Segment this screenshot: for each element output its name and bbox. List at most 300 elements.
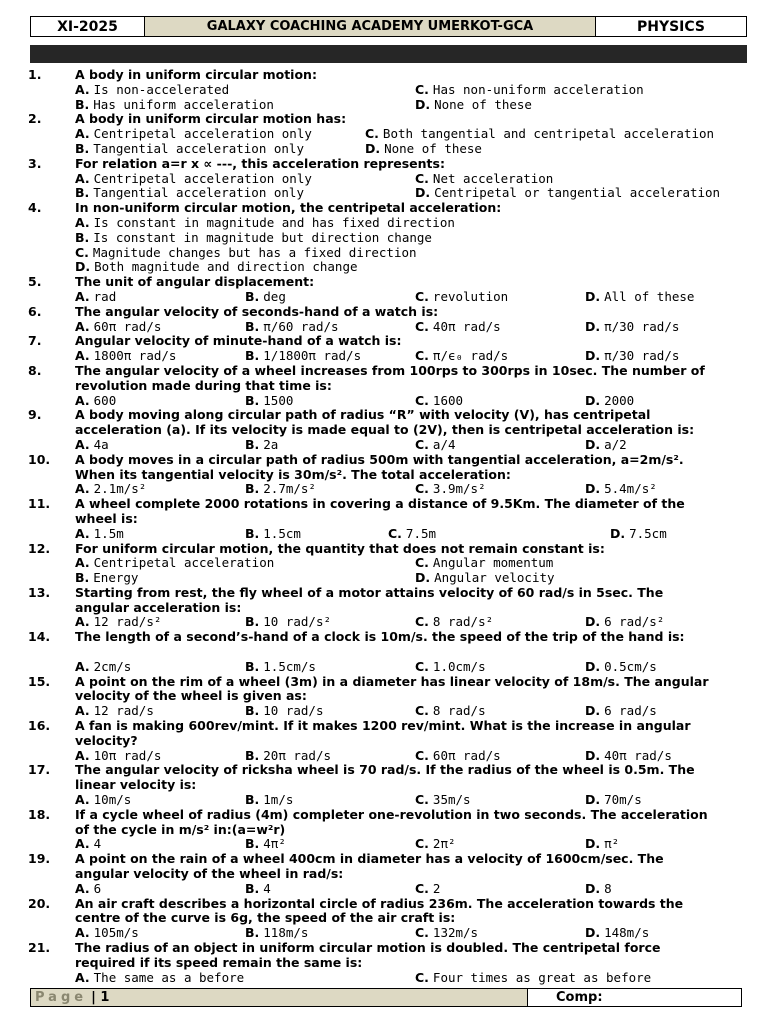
- question-text: When its tangential velocity is 30m/s². The total acceleration:: [75, 466, 511, 482]
- answer-option: [245, 793, 293, 808]
- answer-option: [585, 615, 664, 630]
- question-item: [28, 201, 743, 275]
- question-number: 20.: [28, 895, 51, 911]
- option-text: Energy: [93, 570, 139, 586]
- options-row: [75, 246, 743, 261]
- option-letter: D.: [585, 436, 601, 452]
- option-text: 10π rad/s: [93, 747, 162, 763]
- option-letter: B.: [245, 392, 260, 408]
- options-row: [75, 882, 743, 897]
- option-text: 4a: [93, 436, 109, 452]
- option-letter: C.: [415, 925, 429, 941]
- answer-option: [75, 186, 304, 201]
- question-item: [28, 334, 743, 364]
- answer-option: [245, 926, 308, 941]
- option-text: 132m/s: [432, 925, 479, 941]
- option-letter: A.: [75, 969, 90, 985]
- answer-option: [415, 793, 471, 808]
- option-letter: C.: [415, 481, 429, 497]
- option-letter: C.: [415, 170, 429, 186]
- question-text: A body moving along circular path of radius “R” with velocity (V), has centripetal: [75, 407, 651, 423]
- option-text: 10 rad/s: [263, 703, 324, 719]
- options-row: [75, 290, 743, 305]
- option-text: 2a: [263, 436, 279, 452]
- option-letter: D.: [415, 185, 431, 201]
- question-text: Starting from rest, the fly wheel of a motor attains velocity of 60 rad/s in 5sec. The: [75, 584, 664, 600]
- option-text: Net acceleration: [432, 170, 554, 186]
- options-row: [75, 527, 743, 542]
- option-letter: C.: [415, 880, 429, 896]
- answer-option: [365, 127, 714, 142]
- options-row: [75, 260, 743, 275]
- answer-option: [415, 83, 644, 98]
- option-letter: A.: [75, 703, 90, 719]
- question-item: [28, 852, 743, 896]
- answer-option: [245, 438, 278, 453]
- option-letter: C.: [415, 614, 429, 630]
- question-item: [28, 542, 743, 586]
- option-letter: D.: [585, 392, 601, 408]
- option-letter: A.: [75, 288, 90, 304]
- option-text: 7.5m: [405, 525, 437, 541]
- question-text: The radius of an object in uniform circular motion is doubled. The centripetal force: [75, 940, 661, 956]
- option-letter: B.: [245, 436, 260, 452]
- question-text: angular velocity of the wheel in rad/s:: [75, 866, 344, 882]
- option-text: The same as a before: [93, 969, 245, 985]
- option-letter: A.: [75, 658, 90, 674]
- question-text: A point on the rim of a wheel (3m) in a diameter has linear velocity of 18m/s. The angular: [75, 673, 709, 689]
- option-letter: C.: [415, 792, 429, 808]
- option-letter: D.: [585, 925, 601, 941]
- answer-option: [75, 290, 116, 305]
- option-text: Centripetal or tangential acceleration: [434, 185, 721, 201]
- option-letter: D.: [585, 658, 601, 674]
- option-text: 2.7m/s²: [263, 481, 316, 497]
- answer-option: [415, 482, 486, 497]
- answer-option: [245, 527, 301, 542]
- question-text: For relation a=r x ∝ ---, this acceleration represents:: [75, 155, 445, 171]
- option-text: 4: [263, 880, 271, 896]
- answer-option: [415, 394, 463, 409]
- option-text: Has non-uniform acceleration: [432, 81, 644, 97]
- answer-option: [75, 971, 244, 986]
- answer-option: [75, 142, 304, 157]
- option-text: 12 rad/s: [93, 703, 154, 719]
- option-text: None of these: [434, 96, 532, 112]
- question-text: Angular velocity of minute-hand of a watch is:: [75, 333, 402, 349]
- school-name: GALAXY COACHING ACADEMY UMERKOT-GCA: [145, 17, 596, 36]
- answer-option: [415, 290, 508, 305]
- option-text: Is non-accelerated: [93, 81, 230, 97]
- question-number: 21.: [28, 940, 51, 956]
- option-letter: A.: [75, 81, 90, 97]
- answer-option: [415, 615, 493, 630]
- option-letter: D.: [585, 614, 601, 630]
- question-item: [28, 408, 743, 452]
- options-row: [75, 837, 743, 852]
- option-letter: C.: [415, 392, 429, 408]
- answer-option: [415, 438, 456, 453]
- option-letter: A.: [75, 880, 90, 896]
- option-text: 148m/s: [604, 925, 650, 941]
- answer-option: [75, 615, 161, 630]
- question-number: 1.: [28, 67, 42, 82]
- option-letter: A.: [75, 436, 90, 452]
- question-text: A body in uniform circular motion:: [75, 67, 317, 82]
- question-item: [28, 497, 743, 541]
- question-item: [28, 586, 743, 630]
- option-text: Tangential acceleration only: [93, 185, 304, 201]
- option-text: 0.5cm/s: [604, 658, 657, 674]
- question-text: acceleration (a). If its velocity is made equal to (2V), then is centripetal acceleration is:: [75, 422, 695, 438]
- options-row: [75, 216, 743, 231]
- answer-option: [585, 482, 657, 497]
- page-word: Page: [35, 990, 88, 1005]
- option-text: 60π rad/s: [93, 318, 162, 334]
- options-row: [75, 749, 743, 764]
- option-letter: C.: [388, 525, 402, 541]
- answer-option: [585, 438, 627, 453]
- option-letter: C.: [415, 555, 429, 571]
- option-letter: B.: [245, 925, 260, 941]
- answer-option: [415, 556, 553, 571]
- question-item: [28, 68, 743, 112]
- options-row: [75, 172, 743, 187]
- options-row: [75, 926, 743, 941]
- option-text: 7.5cm: [629, 525, 667, 541]
- answer-option: [75, 246, 417, 261]
- option-letter: A.: [75, 392, 90, 408]
- answer-option: [75, 837, 101, 852]
- question-item: [28, 897, 743, 941]
- option-text: 600: [93, 392, 117, 408]
- answer-option: [415, 704, 486, 719]
- answer-option: [75, 394, 116, 409]
- answer-option: [75, 704, 154, 719]
- question-number: 6.: [28, 303, 42, 319]
- options-row: [75, 394, 743, 409]
- option-letter: D.: [585, 318, 601, 334]
- option-text: 2: [432, 880, 441, 896]
- option-letter: B.: [245, 614, 260, 630]
- answer-option: [415, 749, 501, 764]
- option-text: π/30 rad/s: [604, 318, 680, 334]
- option-letter: A.: [75, 126, 90, 142]
- question-item: [28, 112, 743, 156]
- option-text: 1600: [432, 392, 464, 408]
- options-row: [75, 482, 743, 497]
- header-divider-bar: [30, 45, 747, 63]
- option-letter: B.: [245, 348, 260, 364]
- option-text: 8 rad/s: [432, 703, 486, 719]
- answer-option: [75, 260, 358, 275]
- option-text: a/4: [432, 436, 456, 452]
- question-number: 7.: [28, 333, 42, 349]
- question-number: 19.: [28, 851, 51, 867]
- options-row: [75, 127, 743, 142]
- answer-option: [388, 527, 436, 542]
- answer-option: [415, 971, 651, 986]
- option-letter: B.: [75, 96, 90, 112]
- question-text: The angular velocity of seconds-hand of a watch is:: [75, 303, 439, 319]
- option-text: 1.5cm/s: [263, 658, 316, 674]
- option-letter: D.: [585, 288, 601, 304]
- question-text: centre of the curve is 6g, the speed of the air craft is:: [75, 910, 456, 926]
- option-letter: A.: [75, 214, 90, 230]
- option-letter: C.: [415, 703, 429, 719]
- answer-option: [75, 926, 139, 941]
- option-letter: B.: [75, 185, 90, 201]
- answer-option: [75, 556, 274, 571]
- option-letter: B.: [75, 570, 90, 586]
- option-text: 8 rad/s²: [432, 614, 494, 630]
- option-text: revolution: [432, 288, 509, 304]
- question-text: of the cycle in m/s² in:(a=w²r): [75, 821, 286, 837]
- answer-option: [585, 349, 679, 364]
- answer-option: [75, 527, 124, 542]
- option-letter: C.: [415, 658, 429, 674]
- options-row: [75, 98, 743, 113]
- option-text: All of these: [604, 288, 695, 304]
- answer-option: [585, 882, 612, 897]
- question-number: 14.: [28, 629, 51, 645]
- option-text: Centripetal acceleration: [93, 555, 275, 571]
- answer-option: [245, 290, 286, 305]
- answer-option: [75, 482, 146, 497]
- option-text: Is constant in magnitude and has fixed direction: [93, 214, 455, 230]
- option-text: 1/1800π rad/s: [263, 348, 362, 364]
- option-text: 2cm/s: [93, 658, 132, 674]
- question-text: A fan is making 600rev/mint. If it makes 1200 rev/mint. What is the increase in angular: [75, 718, 691, 734]
- question-text: velocity?: [75, 732, 138, 748]
- option-text: 3.9m/s²: [432, 481, 486, 497]
- question-text: For uniform circular motion, the quantity that does not remain constant is:: [75, 540, 605, 556]
- option-text: 70m/s: [604, 792, 642, 808]
- option-text: 6 rad/s: [604, 703, 657, 719]
- option-text: 35m/s: [432, 792, 471, 808]
- answer-option: [245, 837, 286, 852]
- page-indicator: [31, 989, 528, 1006]
- option-letter: C.: [415, 348, 429, 364]
- option-letter: B.: [245, 318, 260, 334]
- option-letter: A.: [75, 555, 90, 571]
- answer-option: [75, 172, 312, 187]
- option-text: 6 rad/s²: [604, 614, 665, 630]
- option-letter: D.: [415, 96, 431, 112]
- composer-label: Comp:: [556, 990, 603, 1005]
- answer-option: [245, 749, 331, 764]
- answer-option: [75, 571, 138, 586]
- option-text: 1.0cm/s: [432, 658, 486, 674]
- option-letter: B.: [245, 525, 260, 541]
- question-number: 2.: [28, 111, 42, 127]
- question-text: The angular velocity of a wheel increases from 100rps to 300rps in 10sec. The number of: [75, 362, 705, 378]
- option-letter: A.: [75, 525, 90, 541]
- option-text: 8: [604, 880, 612, 896]
- options-row: [75, 704, 743, 719]
- question-text: If a cycle wheel of radius (4m) completer one-revolution in two seconds. The acceleration: [75, 806, 708, 822]
- option-text: Four times as great as before: [432, 969, 652, 985]
- option-letter: C.: [415, 318, 429, 334]
- option-letter: D.: [585, 703, 601, 719]
- page-footer: [30, 988, 742, 1007]
- option-text: 40π rad/s: [604, 747, 672, 763]
- answer-option: [75, 749, 161, 764]
- answer-option: [415, 320, 501, 335]
- options-row: [75, 793, 743, 808]
- question-text: A body moves in a circular path of radius 500m with tangential acceleration, a=2m/s².: [75, 451, 684, 467]
- question-number: 15.: [28, 673, 51, 689]
- question-number: 13.: [28, 584, 51, 600]
- option-letter: B.: [75, 140, 90, 156]
- answer-option: [75, 127, 312, 142]
- answer-option: [415, 349, 508, 364]
- question-item: [28, 763, 743, 807]
- option-text: a/2: [604, 436, 627, 452]
- option-text: deg: [263, 288, 286, 304]
- option-letter: C.: [415, 747, 429, 763]
- answer-option: [585, 704, 657, 719]
- option-text: Is constant in magnitude but direction change: [93, 229, 432, 245]
- option-text: 10m/s: [93, 792, 132, 808]
- answer-option: [75, 320, 161, 335]
- answer-option: [585, 837, 619, 852]
- option-letter: B.: [245, 703, 260, 719]
- answer-option: [415, 98, 532, 113]
- answer-option: [585, 749, 672, 764]
- option-text: 4π²: [263, 836, 286, 852]
- option-text: π/30 rad/s: [604, 348, 680, 364]
- option-letter: D.: [585, 836, 601, 852]
- option-text: 1m/s: [263, 792, 294, 808]
- option-text: 118m/s: [263, 925, 309, 941]
- option-text: 20π rad/s: [263, 747, 331, 763]
- option-text: 1800π rad/s: [93, 348, 177, 364]
- answer-option: [75, 231, 432, 246]
- answer-option: [245, 320, 339, 335]
- option-text: Angular momentum: [432, 555, 554, 571]
- page-number: | 1: [91, 990, 110, 1005]
- option-letter: D.: [365, 140, 381, 156]
- question-item: [28, 630, 743, 674]
- answer-option: [585, 394, 634, 409]
- option-text: 1.5cm: [263, 525, 301, 541]
- answer-option: [75, 98, 274, 113]
- option-letter: C.: [415, 81, 429, 97]
- answer-option: [245, 704, 323, 719]
- option-letter: B.: [245, 880, 260, 896]
- option-letter: A.: [75, 481, 90, 497]
- options-row: [75, 438, 743, 453]
- question-item: [28, 364, 743, 408]
- option-text: None of these: [384, 140, 482, 156]
- question-item: [28, 275, 743, 305]
- option-letter: B.: [245, 658, 260, 674]
- question-number: 17.: [28, 762, 51, 778]
- question-text: A wheel complete 2000 rotations in covering a distance of 9.5Km. The diameter of the: [75, 496, 685, 512]
- question-item: [28, 941, 743, 985]
- question-text: The unit of angular displacement:: [75, 274, 315, 290]
- option-letter: A.: [75, 318, 90, 334]
- answer-option: [245, 615, 331, 630]
- options-row: [75, 320, 743, 335]
- option-text: Both magnitude and direction change: [94, 259, 358, 275]
- option-letter: D.: [75, 259, 91, 275]
- answer-option: [75, 882, 101, 897]
- answer-option: [415, 926, 478, 941]
- option-letter: C.: [415, 288, 429, 304]
- question-list: [28, 68, 743, 985]
- answer-option: [75, 438, 109, 453]
- answer-option: [75, 793, 131, 808]
- answer-option: [365, 142, 482, 157]
- option-letter: A.: [75, 792, 90, 808]
- answer-option: [245, 349, 361, 364]
- answer-option: [245, 660, 316, 675]
- options-row: [75, 83, 743, 98]
- option-text: 1500: [263, 392, 294, 408]
- option-text: 2π²: [432, 836, 456, 852]
- option-letter: A.: [75, 747, 90, 763]
- page-header: [30, 16, 747, 37]
- option-text: π²: [604, 836, 620, 852]
- answer-option: [415, 837, 456, 852]
- option-letter: D.: [415, 570, 431, 586]
- question-text: linear velocity is:: [75, 777, 197, 793]
- question-text: A body in uniform circular motion has:: [75, 111, 347, 127]
- answer-option: [415, 186, 720, 201]
- answer-option: [245, 482, 316, 497]
- option-letter: C.: [415, 836, 429, 852]
- question-item: [28, 157, 743, 201]
- question-text: [75, 645, 743, 660]
- subject-label: PHYSICS: [636, 18, 706, 35]
- option-text: 10 rad/s²: [263, 614, 331, 630]
- option-letter: B.: [245, 792, 260, 808]
- answer-option: [415, 882, 440, 897]
- option-text: 2000: [604, 392, 635, 408]
- option-letter: B.: [245, 481, 260, 497]
- answer-option: [75, 349, 176, 364]
- option-text: 105m/s: [93, 925, 139, 941]
- option-text: 60π rad/s: [432, 747, 501, 763]
- answer-option: [75, 83, 229, 98]
- question-text: A point on the rain of a wheel 400cm in diameter has a velocity of 1600cm/sec. The: [75, 851, 664, 867]
- question-text: The angular velocity of ricksha wheel is 70 rad/s. If the radius of the wheel is 0.5m. The: [75, 762, 695, 778]
- question-text: An air craft describes a horizontal circle of radius 236m. The acceleration towards the: [75, 895, 684, 911]
- answer-option: [585, 793, 642, 808]
- answer-option: [610, 527, 667, 542]
- option-text: 1.5m: [93, 525, 124, 541]
- question-item: [28, 808, 743, 852]
- option-letter: A.: [75, 925, 90, 941]
- option-letter: A.: [75, 348, 90, 364]
- option-letter: A.: [75, 170, 90, 186]
- option-text: Magnitude changes but has a fixed direction: [92, 244, 417, 260]
- options-row: [75, 142, 743, 157]
- options-row: [75, 615, 743, 630]
- question-number: 5.: [28, 274, 42, 290]
- class-label: XI-2025: [31, 17, 145, 36]
- question-item: [28, 305, 743, 335]
- question-number: 12.: [28, 540, 51, 556]
- question-number: 11.: [28, 496, 51, 512]
- option-text: Centripetal acceleration only: [93, 170, 312, 186]
- answer-option: [415, 660, 486, 675]
- options-row: [75, 349, 743, 364]
- answer-option: [245, 882, 271, 897]
- option-text: Has uniform acceleration: [93, 96, 274, 112]
